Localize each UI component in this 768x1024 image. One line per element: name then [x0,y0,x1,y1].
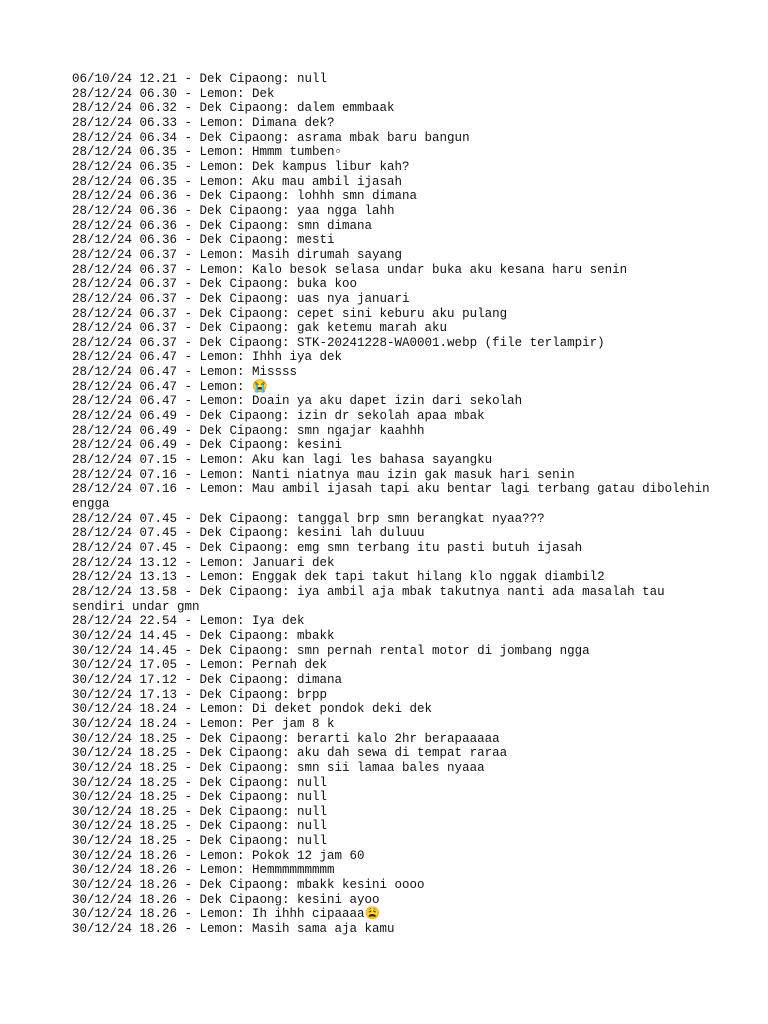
chat-line: 30/12/24 18.26 - Lemon: Ih ihhh cipaaaa😩 [72,907,381,922]
chat-line: 28/12/24 06.47 - Lemon: Missss [72,365,298,380]
chat-log [72,72,718,937]
chat-line: 28/12/24 07.45 - Dek Cipaong: emg smn terbang itu pasti butuh ijasah [72,541,583,555]
chat-line: 30/12/24 18.25 - Dek Cipaong: smn sii lamaa bales nyaaa [72,760,485,775]
chat-line: 28/12/24 06.32 - Dek Cipaong: dalem emmbaak [72,101,395,116]
chat-line: 28/12/24 13.13 - Lemon: Enggak dek tapi takut hilang klo nggak diambil2 [72,570,605,585]
chat-line: 28/12/24 07.15 - Lemon: Aku kan lagi les bahasa sayangku [72,453,493,468]
chat-line: 28/12/24 06.35 - Lemon: Dek kampus libur kah? [72,159,410,174]
chat-line: 28/12/24 06.36 - Dek Cipaong: smn dimana [72,218,373,233]
chat-line: 30/12/24 18.25 - Dek Cipaong: berarti kalo 2hr berapaaaaa [72,731,500,746]
chat-line: 30/12/24 17.13 - Dek Cipaong: brpp [72,687,328,702]
chat-line: 30/12/24 14.45 - Dek Cipaong: mbakk [72,628,335,643]
chat-line: 28/12/24 07.16 - Lemon: Nanti niatnya mau izin gak masuk hari senin [72,467,575,482]
chat-line: 28/12/24 06.49 - Dek Cipaong: izin dr sekolah apaa mbak [72,409,485,424]
chat-line: 30/12/24 18.25 - Dek Cipaong: null [72,775,328,790]
chat-line: 28/12/24 06.34 - Dek Cipaong: asrama mbak baru bangun [72,130,470,145]
chat-line: 28/12/24 06.36 - Dek Cipaong: yaa ngga lahh [72,203,395,218]
chat-line: 28/12/24 06.35 - Lemon: Hmmm tumben▫ [72,145,343,160]
chat-line: 30/12/24 18.26 - Lemon: Pokok 12 jam 60 [72,848,365,863]
chat-line: 28/12/24 06.37 - Dek Cipaong: STK-20241228-WA0001.webp (file terlampir) [72,335,605,350]
chat-line: 28/12/24 06.37 - Dek Cipaong: cepet sini keburu aku pulang [72,306,508,321]
chat-line: 30/12/24 18.26 - Lemon: Hemmmmmmmmm [72,863,335,878]
chat-line: 28/12/24 06.35 - Lemon: Aku mau ambil ijasah [72,174,403,189]
chat-line: 30/12/24 18.26 - Lemon: Masih sama aja kamu [72,922,395,937]
chat-line: 28/12/24 06.33 - Lemon: Dimana dek? [72,115,335,130]
chat-line: 06/10/24 12.21 - Dek Cipaong: null [72,72,328,86]
chat-line: 30/12/24 18.25 - Dek Cipaong: null [72,790,328,805]
chat-line: 30/12/24 18.26 - Dek Cipaong: mbakk kesini oooo [72,878,425,893]
chat-line: 28/12/24 06.49 - Dek Cipaong: smn ngajar kaahhh [72,423,425,438]
chat-line: 28/12/24 06.37 - Lemon: Masih dirumah sayang [72,247,403,262]
chat-line: 28/12/24 06.30 - Lemon: Dek [72,86,275,101]
chat-line: 30/12/24 17.05 - Lemon: Pernah dek [72,658,328,673]
chat-line: 30/12/24 18.25 - Dek Cipaong: aku dah sewa di tempat raraa [72,746,508,761]
chat-line: 30/12/24 18.25 - Dek Cipaong: null [72,819,328,834]
chat-line: 28/12/24 07.45 - Dek Cipaong: tanggal brp smn berangkat nyaa??? [72,511,545,526]
chat-line: 30/12/24 18.24 - Lemon: Per jam 8 k [72,716,335,731]
chat-line: 30/12/24 18.24 - Lemon: Di deket pondok deki dek [72,702,433,717]
chat-line: 28/12/24 06.36 - Dek Cipaong: mesti [72,233,335,248]
chat-line: 30/12/24 18.25 - Dek Cipaong: null [72,834,328,849]
chat-line: 28/12/24 22.54 - Lemon: Iya dek [72,614,305,629]
chat-line: 30/12/24 18.25 - Dek Cipaong: null [72,804,328,819]
chat-line: 30/12/24 17.12 - Dek Cipaong: dimana [72,672,343,687]
chat-line: 28/12/24 06.37 - Dek Cipaong: uas nya januari [72,291,410,306]
chat-line: 28/12/24 06.47 - Lemon: Ihhh iya dek [72,350,343,365]
chat-line: 28/12/24 06.49 - Dek Cipaong: kesini [72,438,343,453]
chat-line: 28/12/24 06.37 - Dek Cipaong: gak ketemu marah aku [72,321,448,336]
chat-line: 28/12/24 07.16 - Lemon: Mau ambil ijasah tapi aku bentar lagi terbang gatau dibolehin engga [72,482,718,512]
chat-line: 28/12/24 13.12 - Lemon: Januari dek [72,555,335,570]
chat-line: 28/12/24 06.37 - Dek Cipaong: buka koo [72,277,358,292]
chat-line: 28/12/24 06.36 - Dek Cipaong: lohhh smn dimana [72,189,418,204]
chat-line: 30/12/24 18.26 - Dek Cipaong: kesini ayoo [72,892,380,907]
chat-line: 28/12/24 13.58 - Dek Cipaong: iya ambil aja mbak takutnya nanti ada masalah tau sendiri undar gmn [72,584,673,614]
chat-line: 28/12/24 06.47 - Lemon: Doain ya aku dapet izin dari sekolah [72,394,523,409]
chat-line: 28/12/24 06.47 - Lemon: 😭 [72,379,268,394]
chat-line: 28/12/24 06.37 - Lemon: Kalo besok selasa undar buka aku kesana haru senin [72,262,628,277]
chat-line: 28/12/24 07.45 - Dek Cipaong: kesini lah duluuu [72,526,425,541]
chat-line: 30/12/24 14.45 - Dek Cipaong: smn pernah rental motor di jombang ngga [72,643,590,658]
